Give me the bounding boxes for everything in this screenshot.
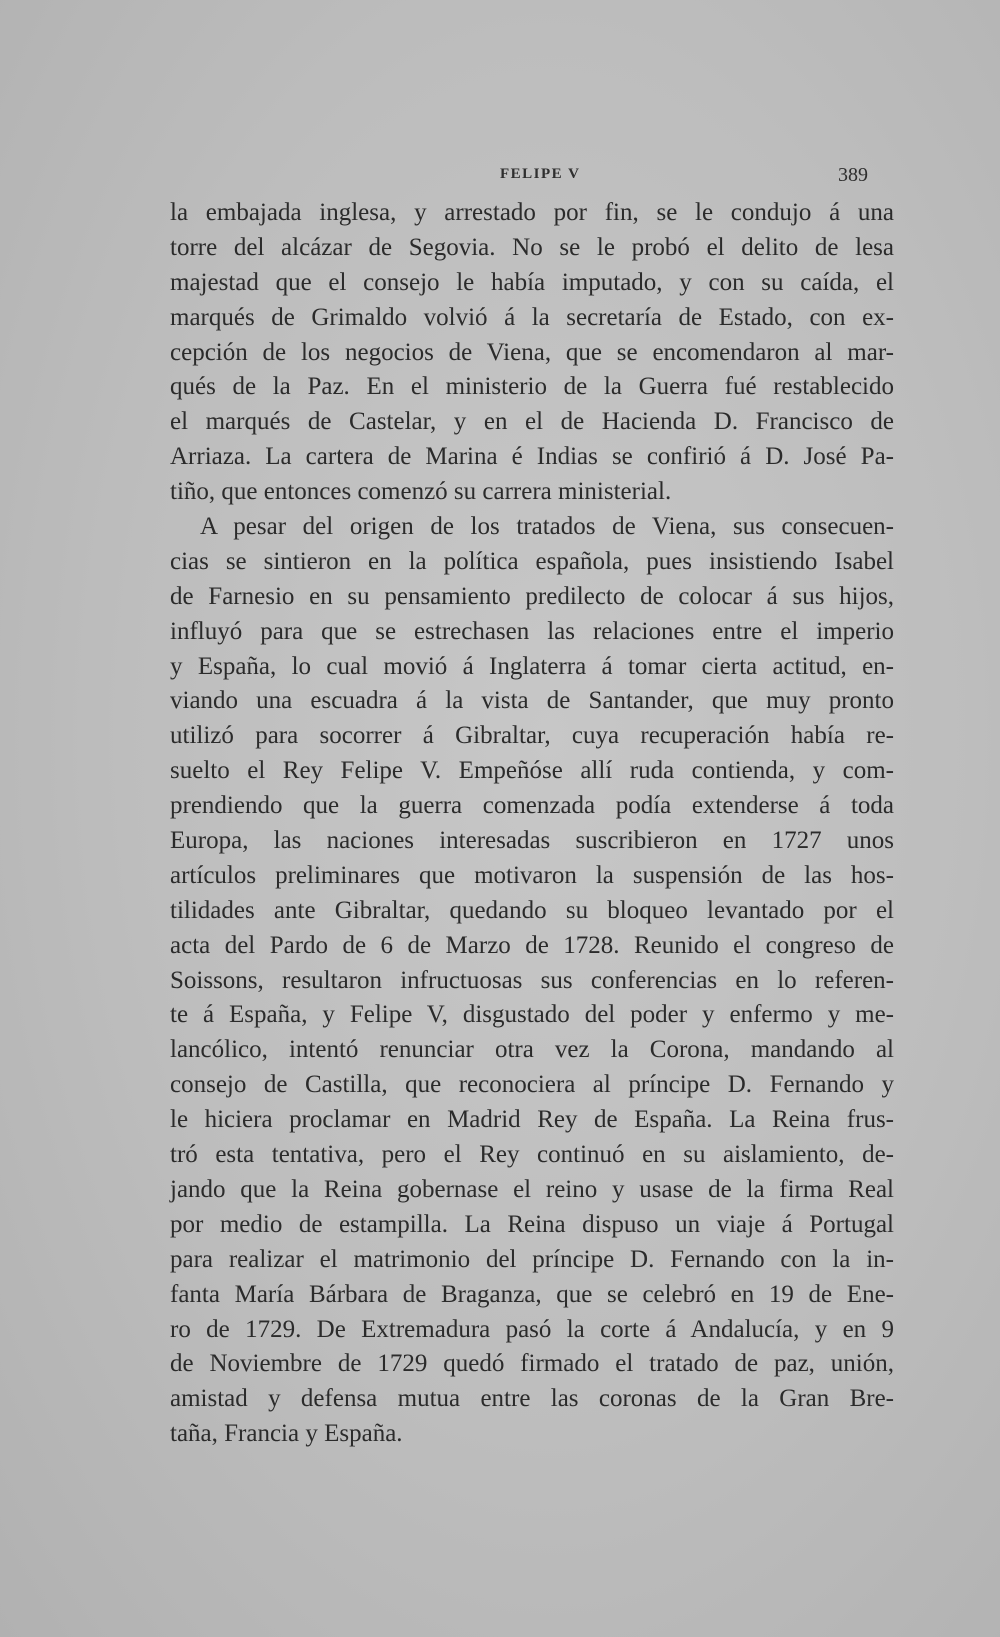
text-line: de Farnesio en su pensamiento predilecto de colocar á sus hijos, <box>170 582 894 610</box>
text-line: jando que la Reina gobernase el reino y usase de la firma Real <box>170 1175 894 1203</box>
text-line: influyó para que se estrechasen las relaciones entre el imperio <box>170 617 894 645</box>
text-line: artículos preliminares que motivaron la suspensión de las hos- <box>170 861 894 889</box>
text-line: majestad que el consejo le había imputado, y con su caída, el <box>170 268 894 296</box>
paragraph-end-line: taña, Francia y España. <box>170 1420 403 1448</box>
body-text <box>170 196 894 1452</box>
text-line: prendiendo que la guerra comenzada podía extenderse á toda <box>170 792 894 820</box>
text-line: cias se sintieron en la política española, pues insistiendo Isabel <box>170 547 894 575</box>
text-line: de Noviembre de 1729 quedó firmado el tratado de paz, unión, <box>170 1350 894 1378</box>
text-line: suelto el Rey Felipe V. Empeñóse allí ruda contienda, y com- <box>170 757 894 785</box>
text-line: cepción de los negocios de Viena, que se encomendaron al mar- <box>170 338 894 366</box>
text-line: fanta María Bárbara de Braganza, que se celebró en 19 de Ene- <box>170 1280 894 1308</box>
text-line: viando una escuadra á la vista de Santander, que muy pronto <box>170 687 894 715</box>
text-line: le hiciera proclamar en Madrid Rey de España. La Reina frus- <box>170 1106 894 1134</box>
text-line: consejo de Castilla, que reconociera al príncipe D. Fernando y <box>170 1071 894 1099</box>
text-line: qués de la Paz. En el ministerio de la Guerra fué restablecido <box>170 373 894 401</box>
text-line: la embajada inglesa, y arrestado por fin, se le condujo á una <box>170 199 894 226</box>
text-line: tró esta tentativa, pero el Rey continuó en su aislamiento, de- <box>170 1141 894 1169</box>
text-line: te á España, y Felipe V, disgustado del poder y enfermo y me- <box>170 1001 894 1029</box>
text-line: Arriaza. La cartera de Marina é Indias se confirió á D. José Pa- <box>170 443 894 471</box>
page-number: 389 <box>838 164 868 186</box>
text-line: utilizó para socorrer á Gibraltar, cuya recuperación había re- <box>170 722 894 750</box>
paragraph-end-line: tiño, que entonces comenzó su carrera ministerial. <box>170 478 672 506</box>
text-line: marqués de Grimaldo volvió á la secretaría de Estado, con ex- <box>170 303 894 331</box>
text-line: amistad y defensa mutua entre las coronas de la Gran Bre- <box>170 1385 894 1413</box>
text-line: Europa, las naciones interesadas suscribieron en 1727 unos <box>170 827 894 855</box>
paragraph-start-line: A pesar del origen de los tratados de Viena, sus consecuen- <box>200 513 894 541</box>
text-line: torre del alcázar de Segovia. No se le probó el delito de lesa <box>170 233 894 261</box>
text-line: para realizar el matrimonio del príncipe D. Fernando con la in- <box>170 1245 894 1273</box>
running-title: FELIPE V <box>500 166 581 182</box>
text-line: por medio de estampilla. La Reina dispuso un viaje á Portugal <box>170 1210 894 1238</box>
text-line: tilidades ante Gibraltar, quedando su bloqueo levantado por el <box>170 896 894 924</box>
running-head <box>0 166 1000 190</box>
text-line: acta del Pardo de 6 de Marzo de 1728. Reunido el congreso de <box>170 931 894 959</box>
text-line: ro de 1729. De Extremadura pasó la corte á Andalucía, y en 9 <box>170 1315 894 1343</box>
text-line: el marqués de Castelar, y en el de Hacienda D. Francisco de <box>170 408 894 436</box>
text-line: y España, lo cual movió á Inglaterra á tomar cierta actitud, en- <box>170 652 894 680</box>
text-line: Soissons, resultaron infructuosas sus conferencias en lo referen- <box>170 966 894 994</box>
text-line: lancólico, intentó renunciar otra vez la Corona, mandando al <box>170 1036 894 1064</box>
